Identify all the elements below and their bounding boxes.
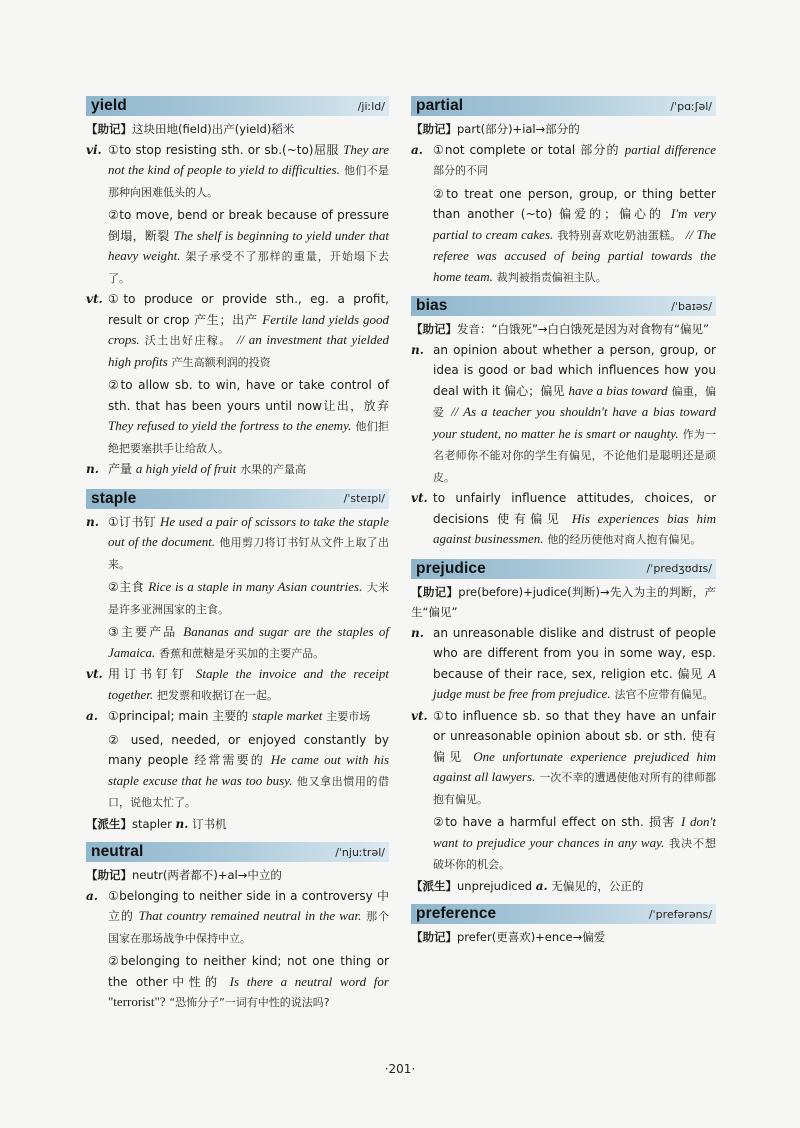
definition: to treat one person, group, or thing better than another (~to) (433, 186, 716, 221)
example: He came out with his staple excuse that he was too busy. (108, 752, 389, 788)
example: One unfortunate experience prejudiced him against all lawyers. (433, 748, 716, 784)
pos-label: n. (86, 514, 99, 529)
chinese-gloss: 产生；出产 (194, 312, 258, 327)
entry-neutral (86, 842, 389, 1014)
example-translation: 主要市场 (326, 710, 371, 723)
definition: principal; main (118, 709, 209, 723)
example-translation: 法官不应带有偏见。 (614, 688, 714, 701)
mnemonic-text: prefer(更喜欢)+ence→偏爱 (457, 930, 606, 944)
pos-label: a. (86, 888, 98, 903)
sense-vt (86, 664, 389, 706)
chinese-gloss: 让出，放弃 (321, 398, 389, 413)
phonetic: /ˈnjuːtrəl/ (335, 845, 385, 859)
mnemonic-label: 【助记】 (86, 868, 132, 882)
derived-word: unprejudiced (457, 878, 533, 893)
subsense (433, 140, 716, 182)
mnemonic-text: pre(before)+judice(判断)→先入为主的判断，产生“偏见” (411, 584, 716, 619)
example: partial difference (624, 141, 716, 157)
subsense (108, 205, 389, 289)
example-translation: 我特别喜欢吃奶油蛋糕。 (557, 228, 682, 242)
phonetic: /jiːld/ (357, 99, 385, 113)
definition: belonging to neither side in a controversy (119, 888, 373, 903)
phonetic: /ˈpredʒʊdɪs/ (646, 562, 712, 575)
chinese-gloss: 订书机 (192, 816, 227, 831)
sense-number: ① (108, 514, 120, 529)
definition: to stop resisting sth. or sb.(~to) (119, 142, 314, 157)
entry-yield (86, 96, 389, 481)
sense-n (86, 459, 389, 481)
definition: to allow sb. to win, have or take control of sth. that has been yours until now (108, 378, 389, 413)
subsense (433, 623, 716, 706)
chinese-gloss: 用订书钉钉 (108, 667, 189, 681)
chinese-gloss: 中性的 (167, 974, 222, 989)
example: A judge must be free from prejudice. (433, 665, 716, 701)
subsense (433, 706, 716, 811)
example: The shelf is beginning to yield under that heavy weight. (108, 227, 389, 263)
chinese-gloss: 使有偏见 (497, 511, 564, 526)
mnemonic-label: 【助记】 (411, 122, 457, 136)
derived-label: 【派生】 (86, 816, 132, 831)
example: They are not the kind of people to yield to difficulties. (108, 141, 389, 177)
example-translation: 香蕉和蔗糖是牙买加的主要产品。 (159, 646, 325, 660)
chinese-gloss: 主食 (119, 580, 144, 594)
pos-label: vi. (86, 142, 102, 157)
mnemonic-text: part(部分)+ial→部分的 (457, 122, 580, 136)
pos-label: a. (535, 878, 548, 893)
derived-word: stapler (132, 816, 172, 831)
chinese-gloss: 偏见 (677, 666, 704, 681)
example: Fertile land yields good crops. (108, 311, 389, 347)
example-translation: 架子承受不了那样的重量，开始塌下去了。 (108, 250, 389, 285)
mnemonic (86, 865, 389, 886)
subsense (108, 459, 389, 481)
phonetic: /ˈpɑːʃəl/ (670, 99, 712, 113)
mnemonic-text: 这块田地(field)出产(yield)稻米 (132, 122, 295, 136)
example: Staple the invoice and the receipt together. (108, 666, 389, 702)
subsense (433, 184, 716, 289)
mnemonic (411, 582, 716, 623)
example-translation: 一次不幸的遭遇使他对所有的律师都抱有偏见。 (433, 771, 716, 806)
example: Bananas and sugar are the staples of Jamaica. (108, 624, 389, 660)
derived-form (86, 814, 389, 835)
pos-label: n. (175, 816, 189, 831)
phonetic: /ˈprefərəns/ (648, 907, 712, 921)
sense-number: ② (108, 378, 121, 392)
headword: bias (416, 297, 448, 314)
chinese-gloss: 主要的 (212, 709, 249, 723)
page-number: ·201· (384, 1062, 416, 1076)
headword-bar (411, 904, 716, 924)
pos-label: n. (86, 462, 99, 476)
definition: used, needed, or enjoyed constantly by many people (108, 732, 389, 767)
sense-number: ① (433, 142, 445, 157)
right-column (411, 96, 716, 956)
definition: belonging to neither kind; not one thing or the other (108, 954, 389, 989)
example-translation: 他们拒绝把要塞拱手让给敌人。 (108, 420, 389, 455)
mnemonic-label: 【助记】 (411, 584, 459, 599)
chinese-gloss: 主要产品 (120, 625, 178, 639)
example: I'm very partial to cream cakes. (433, 206, 716, 242)
sense-number: ② (108, 208, 120, 222)
left-column (86, 96, 389, 1022)
sense-number: ② (108, 954, 121, 968)
definition: to produce or provide sth., eg. a profit, result or crop (108, 292, 389, 327)
sense-a (86, 706, 389, 814)
entry-preference (411, 904, 716, 948)
example-term: "terrorist"? (108, 994, 166, 1009)
sense-number: ② (433, 186, 447, 201)
pos-label: vt. (411, 491, 428, 505)
example: They refused to yield the fortress to the enemy. (108, 418, 352, 433)
headword: staple (91, 489, 137, 507)
chinese-gloss: 中立的 (108, 888, 389, 923)
sense-vt (86, 289, 389, 459)
chinese-gloss: 偏心；偏见 (503, 383, 565, 398)
headword-bar (86, 96, 389, 116)
chinese-gloss: 经常需要的 (194, 753, 265, 767)
entry-staple (86, 489, 389, 835)
entry-prejudice (411, 559, 716, 897)
chinese-gloss: 订书钉 (119, 514, 156, 529)
mnemonic (411, 119, 716, 140)
pos-label: n. (411, 625, 424, 640)
sense-number: ① (108, 709, 119, 723)
mnemonic-label: 【助记】 (86, 122, 132, 136)
example: staple market (252, 708, 323, 723)
chinese-gloss: 倒塌，断裂 (108, 228, 170, 243)
example-translation: 偏重，偏爱 (433, 384, 716, 419)
definition: to move, bend or break because of pressure (119, 208, 390, 222)
headword-bar (86, 842, 389, 862)
headword-bar (411, 559, 716, 579)
sense-a (86, 886, 389, 1014)
example-translation: 他的经历使他对商人抱有偏见。 (547, 533, 702, 546)
subsense (108, 886, 389, 950)
example-translation: 作为一名老师你不能对你的学生有偏见，不论他们是聪明还是顽皮。 (433, 427, 716, 484)
example: I don't want to prejudice your chances in any way. (433, 814, 716, 850)
subsense (108, 730, 389, 814)
pos-label: a. (86, 709, 98, 723)
subsense (108, 577, 389, 620)
subsense (108, 951, 389, 1014)
sense-number: ② (433, 815, 446, 829)
example-translation: 部分的不同 (433, 164, 488, 177)
mnemonic (86, 119, 389, 140)
mnemonic (411, 319, 716, 340)
subsense (433, 488, 716, 551)
pos-label: vt. (86, 667, 103, 681)
definition: an unreasonable dislike and distrust of people who are different from you in some way, esp. because of their race, sex, religion etc. (433, 625, 716, 681)
chinese-gloss: 无偏见的，公正的 (551, 878, 644, 893)
example-translation: 他用剪刀将订书钉从文件上取了出来。 (108, 536, 389, 571)
mnemonic (411, 927, 716, 948)
sense-number: ② (108, 732, 123, 747)
example: Is there a neutral word for (229, 973, 389, 989)
example: Rice is a staple in many Asian countries. (148, 579, 363, 594)
sense-vt (411, 488, 716, 551)
entry-bias (411, 296, 716, 551)
example-translation: 把发票和收据订在一起。 (156, 688, 278, 702)
example-translation: 沃土出好庄稼。 (144, 334, 232, 347)
definition: to influence sb. so that they have an unfair or unreasonable opinion about sb. or sth. (433, 708, 716, 743)
chinese-gloss: 使有偏见 (433, 729, 716, 764)
subsense (433, 340, 716, 489)
pos-label: a. (411, 142, 423, 157)
sense-vi (86, 140, 389, 290)
sense-number: ① (108, 888, 120, 903)
subsense (108, 512, 389, 576)
example: have a bias toward (568, 382, 668, 398)
subsense (108, 289, 389, 373)
example: That country remained neutral in the war. (138, 908, 362, 923)
example-translation: 我决不想破坏你的机会。 (433, 836, 716, 871)
mnemonic-label: 【助记】 (411, 930, 457, 944)
example-translation: 裁判被指责偏袒主队。 (496, 270, 607, 284)
derived-form (411, 876, 716, 897)
chinese-gloss: 部分的 (580, 142, 620, 157)
headword: prejudice (416, 559, 486, 577)
sense-n (411, 340, 716, 489)
example: // As a teacher you shouldn't have a bias toward your student, no matter he is smart or naughty. (433, 404, 716, 441)
sense-n (411, 623, 716, 706)
pos-label: n. (411, 342, 424, 357)
sense-a (411, 140, 716, 289)
sense-number: ① (108, 142, 120, 157)
chinese-gloss: 产量 (108, 462, 133, 476)
sense-vt (411, 706, 716, 876)
mnemonic-text: neutr(两者都不)+al→中立的 (132, 868, 282, 882)
definition: to unfairly influence attitudes, choices, or decisions (433, 491, 716, 526)
derived-label: 【派生】 (411, 878, 457, 893)
headword: partial (416, 97, 464, 114)
subsense (108, 706, 389, 728)
chinese-gloss: 损害 (648, 815, 676, 829)
example-translation: 那个国家在那场战争中保持中立。 (108, 910, 389, 945)
example: He used a pair of scissors to take the staple out of the document. (108, 513, 389, 549)
example-translation: 大米是许多亚洲国家的主食。 (108, 581, 389, 616)
pos-label: vt. (86, 292, 103, 306)
example-translation: 产生高额利润的投资 (171, 355, 271, 369)
sense-n (86, 512, 389, 665)
example: // The referee was accused of being partial towards the home team. (433, 226, 716, 284)
definition: not complete or total (444, 142, 576, 157)
headword: preference (416, 905, 497, 922)
subsense (108, 375, 389, 459)
mnemonic-text: 发音：“白饿死”→白白饿死是因为对食物有“偏见” (457, 322, 709, 336)
subsense (433, 812, 716, 876)
example: a high yield of fruit (135, 461, 237, 476)
headword: neutral (91, 843, 144, 860)
headword: yield (91, 97, 127, 114)
phonetic: /ˈsteɪpl/ (343, 492, 385, 505)
definition: to have a harmful effect on sth. (445, 815, 644, 829)
example-translation: “恐怖分子”一词有中性的说法吗? (169, 996, 330, 1009)
subsense (108, 664, 389, 706)
subsense (108, 622, 389, 664)
example-translation: 他们不是那种向困难低头的人。 (108, 164, 389, 199)
sense-number: ① (433, 708, 446, 723)
sense-number: ② (108, 580, 120, 594)
chinese-gloss: 偏爱的；偏心的 (559, 207, 665, 221)
sense-number: ① (108, 292, 124, 306)
headword-bar (411, 296, 716, 316)
headword-bar (411, 96, 716, 116)
example: // an investment that yielded high profits (108, 332, 390, 369)
subsense (108, 140, 389, 204)
chinese-gloss: 屈服 (313, 142, 339, 157)
definition: an opinion about whether a person, group, or idea is good or bad which influences how you deal with it (433, 342, 716, 398)
example-translation: 他又拿出惯用的借口，说他太忙了。 (108, 774, 389, 809)
example-translation: 水果的产量高 (240, 463, 307, 476)
example: His experiences bias him against businessmen. (433, 510, 716, 546)
phonetic: /ˈbaɪəs/ (671, 299, 712, 313)
pos-label: vt. (411, 708, 428, 723)
headword-bar (86, 489, 389, 509)
entry-partial (411, 96, 716, 288)
mnemonic-label: 【助记】 (411, 322, 457, 336)
sense-number: ③ (108, 625, 121, 639)
